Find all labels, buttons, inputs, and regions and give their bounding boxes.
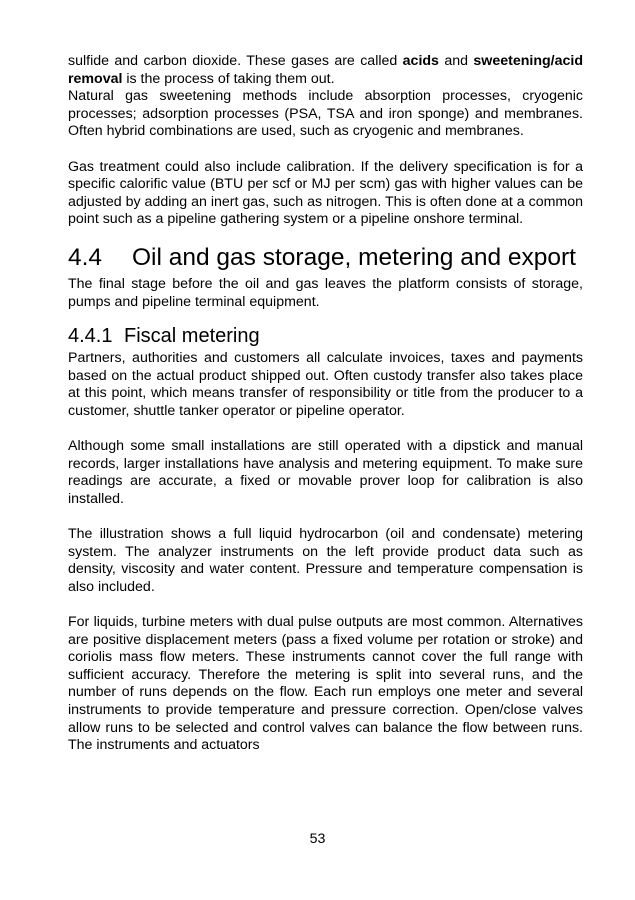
partners-paragraph: Partners, authorities and customers all calculate invoices, taxes and payments based on the actual product shipped out. Often custody transfer also takes place at this point, which means transfer of responsibility or title from the producer to a customer, shuttle tanker operator or pipeline operator. [68, 350, 583, 419]
document-page [68, 53, 583, 755]
intro-text-end: is the process of taking them out. [122, 70, 335, 87]
intro-paragraph [68, 53, 583, 88]
final-stage-paragraph: The final stage before the oil and gas leaves the platform consists of storage, pumps and pipeline terminal equipment. [68, 275, 583, 310]
intro-text-start: sulfide and carbon dioxide. These gases are called [68, 53, 403, 69]
subsection-number: 4.4.1 [68, 325, 113, 348]
gas-treatment-paragraph: Gas treatment could also include calibration. If the delivery specification is for a specific calorific value (BTU per scf or MJ per scm) gas with higher values can be adjusted by adding an inert gas, such as nitrogen. This is often done at a common point such as a pipeline gathering system or a pipeline onshore terminal. [68, 158, 583, 228]
subsection-heading [68, 324, 583, 348]
section-title: Oil and gas storage, metering and export [132, 243, 576, 271]
sweetening-term: sweetening/acid removal [68, 53, 583, 87]
subsection-title: Fiscal metering [124, 325, 260, 348]
page-number: 53 [309, 831, 326, 847]
liquids-paragraph: For liquids, turbine meters with dual pulse outputs are most common. Alternatives are positive displacement meters (pass a fixed volume per rotation or stroke) and coriolis mass flow meters. These instruments cannot cover the full range with sufficient accuracy. Therefore the metering is split into several runs, and the number of runs depends on the flow. Each run employs one meter and several instruments to provide temperature and pressure correction. Open/close valves allow runs to be selected and control valves can balance the flow between runs. The instruments and actuators [68, 614, 583, 754]
section-number: 4.4 [68, 243, 103, 271]
acids-term: acids [402, 53, 439, 69]
intro-text-mid: and [438, 53, 474, 69]
section-heading [68, 243, 583, 273]
sweetening-methods-paragraph: Natural gas sweetening methods include absorption processes, cryogenic processes; adsorption processes (PSA, TSA and iron sponge) and membranes. Often hybrid combinations are used, such as cryogenic and membranes. [68, 88, 583, 140]
illustration-paragraph: The illustration shows a full liquid hydrocarbon (oil and condensate) metering system. The analyzer instruments on the left provide product data such as density, viscosity and water content. Pressure and temperature compensation is also included. [68, 526, 583, 595]
installations-paragraph: Although some small installations are still operated with a dipstick and manual records, larger installations have analysis and metering equipment. To make sure readings are accurate, a fixed or movable prover loop for calibration is also installed. [68, 438, 583, 507]
